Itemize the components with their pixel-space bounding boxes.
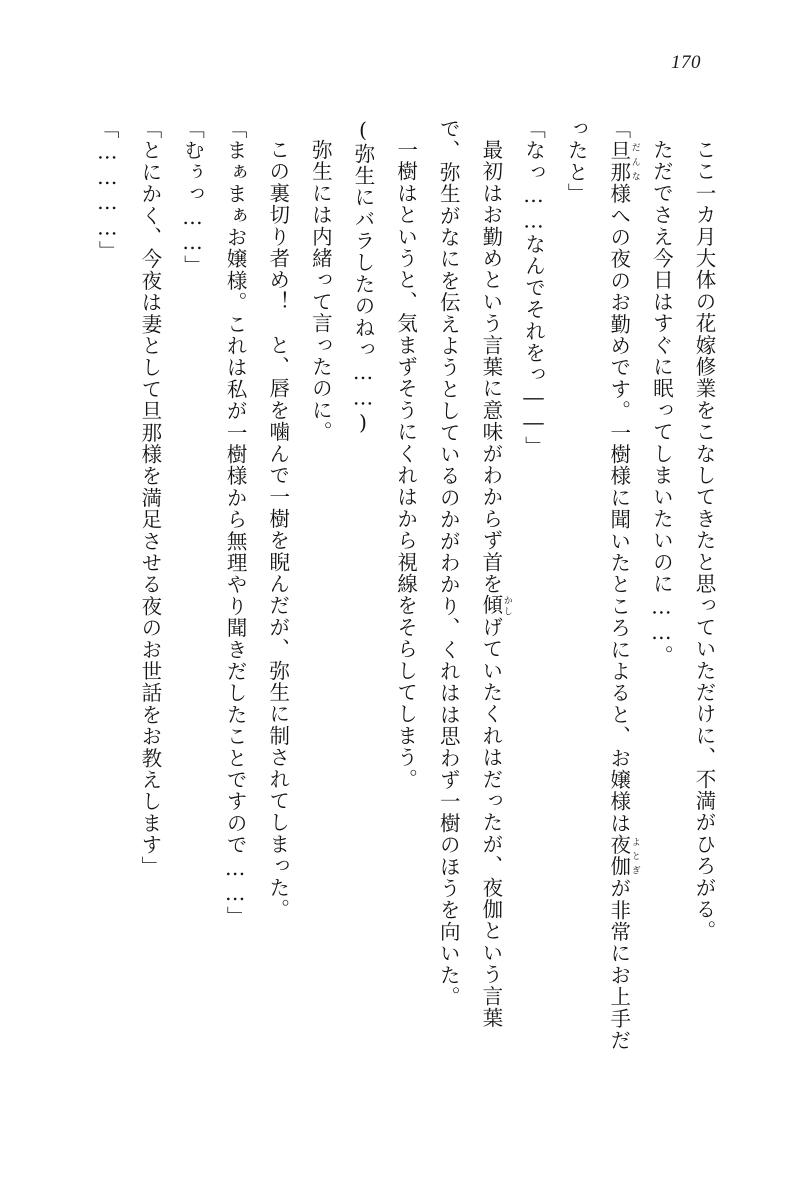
- paragraph: 「旦那 だんな様への夜のお勤めです。一樹様に聞いたところによると、お嬢様は夜伽 よとぎが非常にお上手だったと」: [564, 118, 640, 1052]
- paragraph: (弥生にバラしたのねっ……): [351, 118, 375, 436]
- paragraph: ただでさえ今日はすぐに眠ってしまいたいのに……。: [649, 138, 674, 667]
- paragraph: 最初はお勤めという言葉に意味がわからず首を傾 かしげていたくれはだったが、夜伽という言葉で、弥生がなにを伝えようとしているのかがわかり、くれはは思わず一樹のほうを向いた。: [436, 118, 512, 1029]
- paragraph: 「なっ……なんでそれをっ――」: [521, 118, 546, 458]
- body-text-column: [64, 118, 725, 1068]
- paragraph: 「むぅっ……」: [180, 118, 205, 277]
- paragraph: 弥生には内緒って言ったのに。: [308, 138, 333, 443]
- paragraph: 「とにかく、今夜は妻として旦那様を満足させる夜のお世話をお教えします」: [137, 118, 162, 878]
- paragraph: 「…………」: [95, 118, 120, 263]
- paragraph: 「まぁまぁお嬢様。これは私が一樹様から無理やり聞きだしたことですので……」: [223, 118, 248, 928]
- paragraph: 一樹はというと、気まずそうにくれはから視線をそらしてしまう。: [393, 138, 418, 790]
- paragraph: この裏切り者め！ と、唇を噛んで一樹を睨んだが、弥生に制されてしまった。: [265, 138, 290, 920]
- paragraph: ここ一カ月大体の花嫁修業をこなしてきたと思っていただけに、不満がひろがる。: [692, 138, 716, 942]
- page-number: 170: [671, 52, 701, 73]
